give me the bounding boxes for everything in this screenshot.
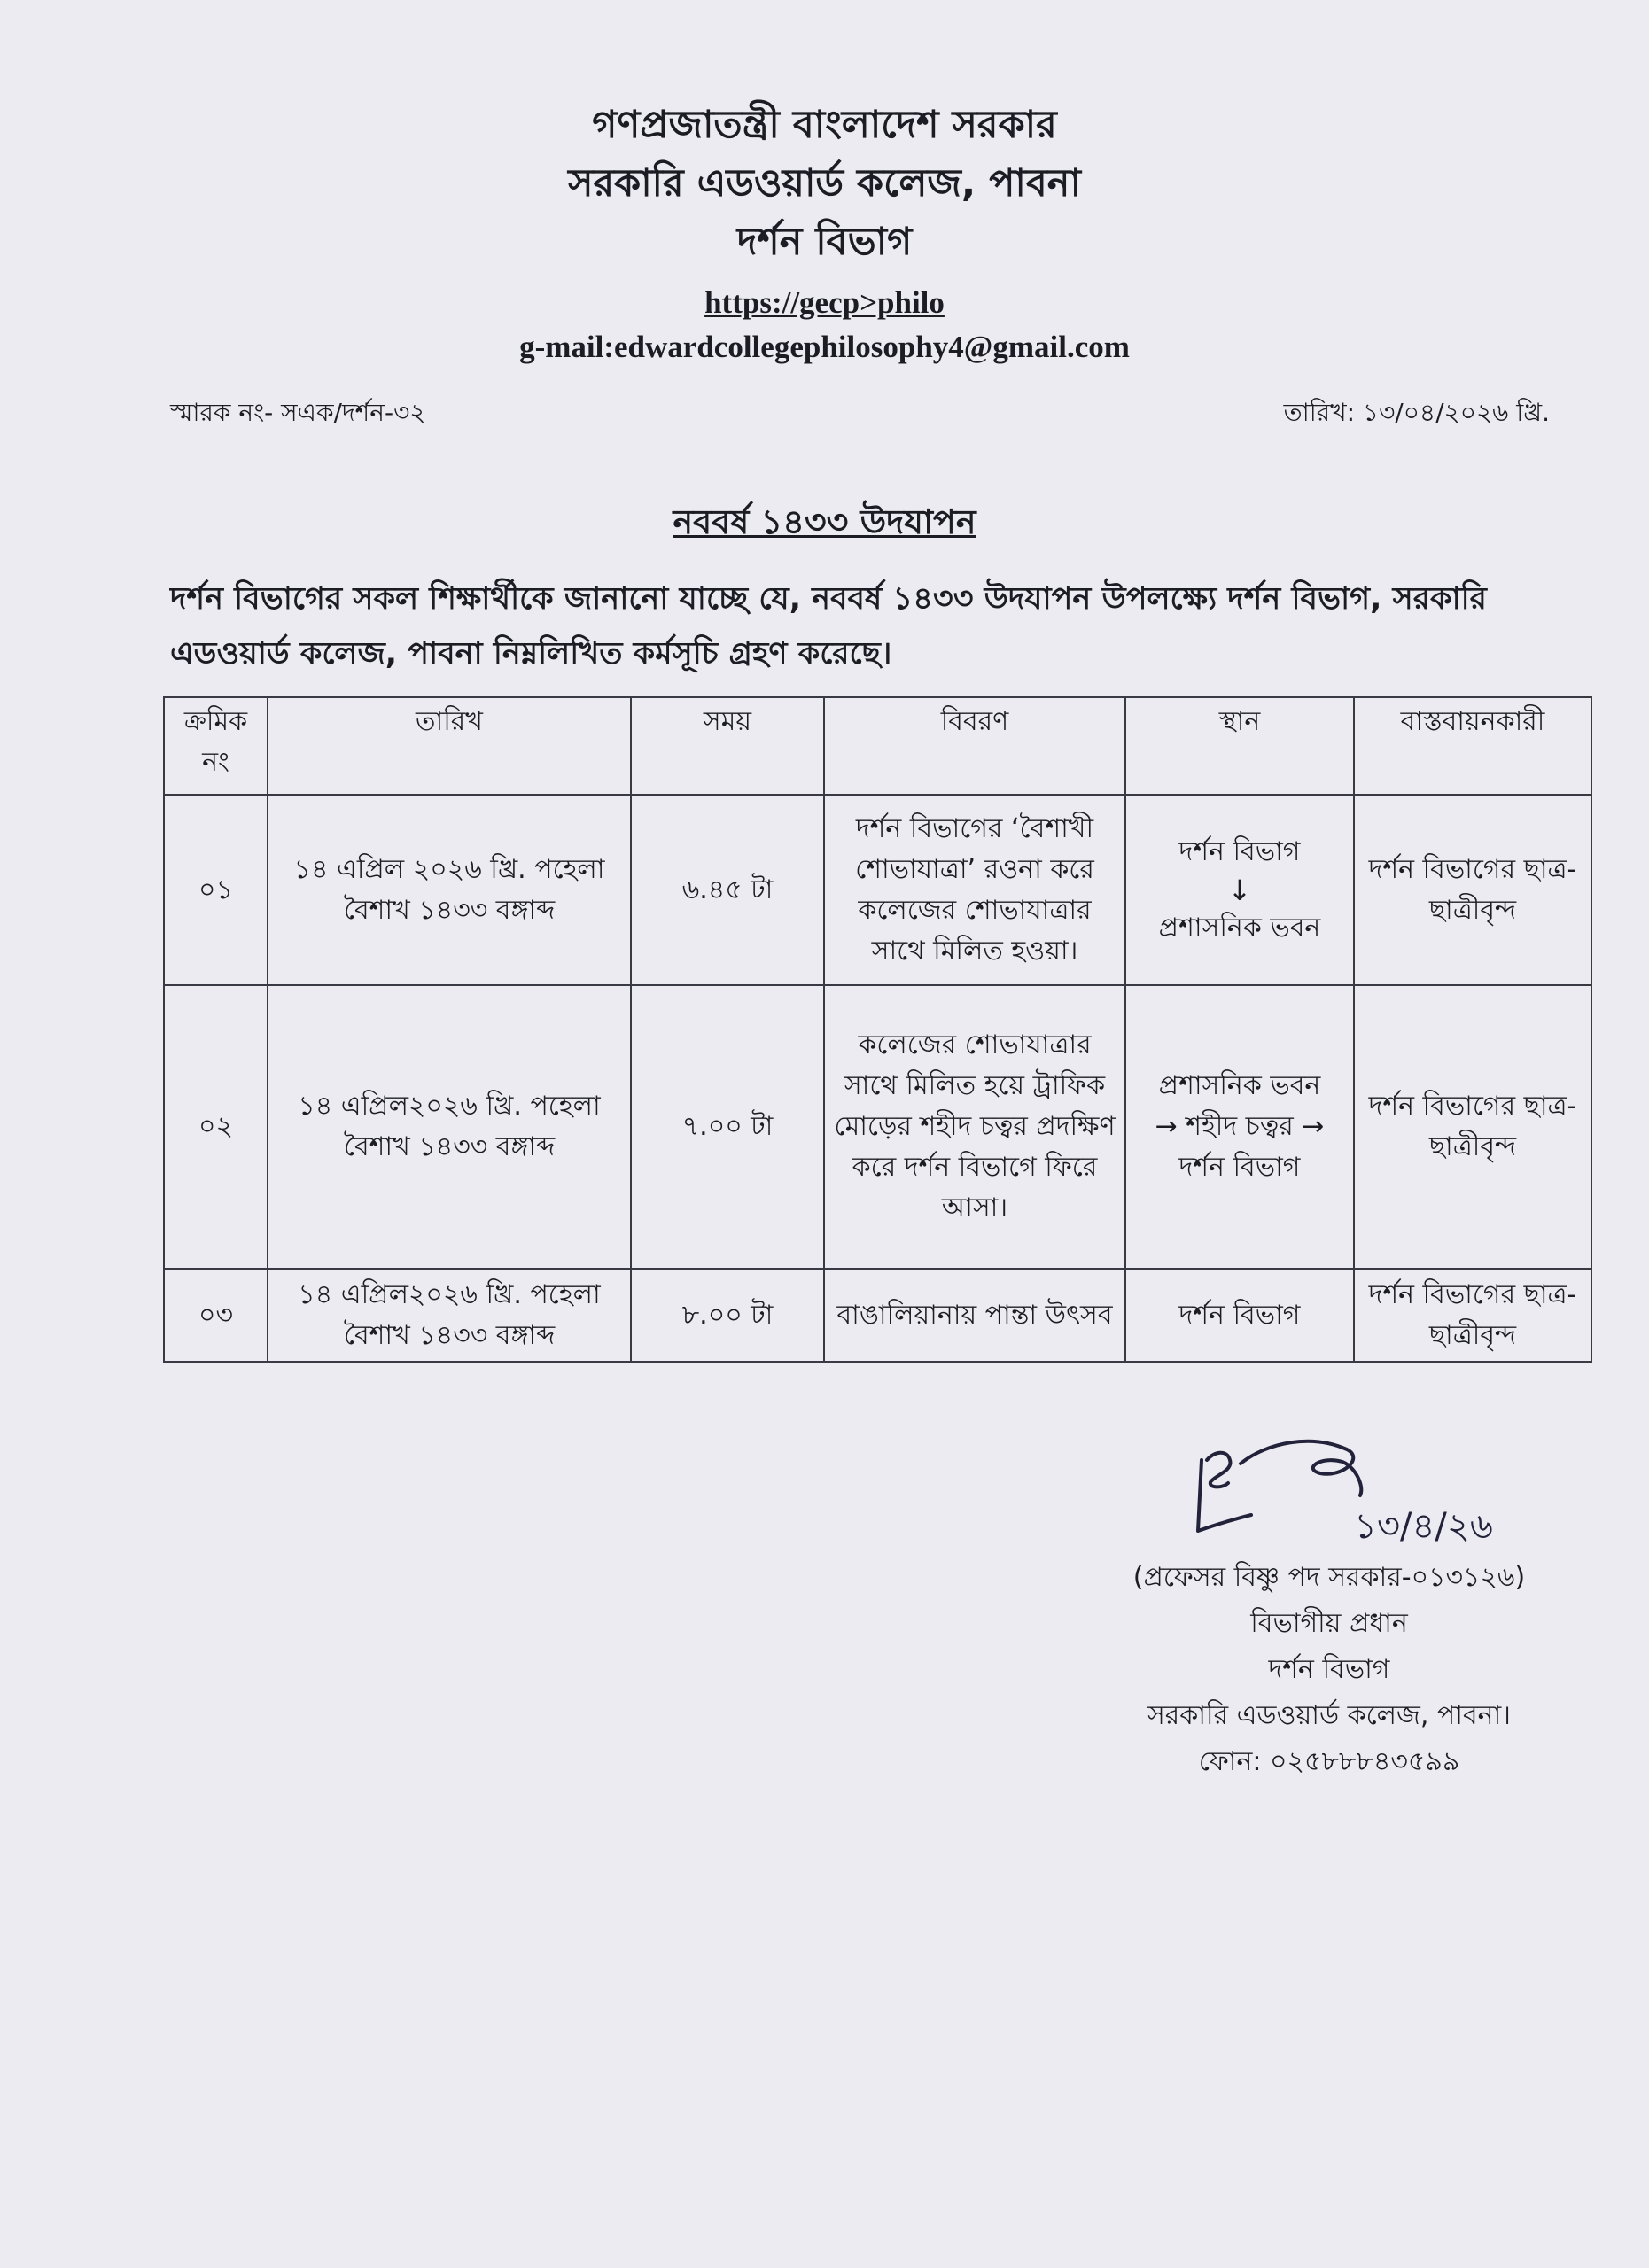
website-link[interactable]: https://gecp>philo [704,285,945,320]
cell-serial: ০২ [164,985,268,1269]
arrow-right-icon: → [1302,1111,1325,1142]
place-c: দর্শন বিভাগ [1178,1152,1301,1183]
place-to: প্রশাসনিক ভবন [1158,912,1321,944]
col-header-serial: ক্রমিক নং [164,697,268,795]
cell-date: ১৪ এপ্রিল ২০২৬ খ্রি. পহেলা বৈশাখ ১৪৩৩ বঙ্গাব্দ [268,795,631,985]
notice-date: তারিখ: ১৩/০৪/২০২৬ খ্রি. [1283,398,1550,427]
handwritten-date: ১৩/৪/২৬ [1354,1506,1493,1547]
cell-time: ৮.০০ টা [631,1269,824,1362]
arrow-down-icon: ↓ [1227,873,1252,907]
cell-organizer: দর্শন বিভাগের ছাত্র-ছাত্রীবৃন্দ [1354,985,1591,1269]
memo-number: স্মারক নং- সএক/দর্শন-৩২ [170,398,426,427]
notice-title [0,496,1649,553]
cell-description: বাঙালিয়ানায় পান্তা উৎসব [824,1269,1125,1362]
college-name: সরকারি এডওয়ার্ড কলেজ, পাবনা [568,161,1081,206]
arrow-right-icon: → [1155,1111,1178,1142]
cell-organizer: দর্শন বিভাগের ছাত্র-ছাত্রীবৃন্দ [1354,1269,1591,1362]
place-a: প্রশাসনিক ভবন [1158,1070,1321,1101]
place-from: দর্শন বিভাগ [1178,835,1301,867]
signatory-designation: বিভাগীয় প্রধান [1250,1608,1408,1639]
cell-description: কলেজের শোভাযাত্রার সাথে মিলিত হয়ে ট্রাফিক মোড়ের শহীদ চত্বর প্রদক্ষিণ করে দর্শন বিভাগে ফিরে আসা। [824,985,1125,1269]
signatory-name: (প্রফেসর বিষ্ণু পদ সরকার-০১৩১২৬) [1132,1562,1526,1593]
signatory-phone: ফোন: ০২৫৮৮৮৪৩৫৯৯ [1198,1746,1460,1777]
cell-date: ১৪ এপ্রিল২০২৬ খ্রি. পহেলা বৈশাখ ১৪৩৩ বঙ্গাব্দ [268,1269,631,1362]
email-address: g-mail:edwardcollegephilosophy4@gmail.com [519,330,1130,364]
cell-serial: ০১ [164,795,268,985]
cell-description: দর্শন বিভাগের ‘বৈশাখী শোভাযাত্রা’ রওনা করে কলেজের শোভাযাত্রার সাথে মিলিত হওয়া। [824,795,1125,985]
col-header-organizer: বাস্তবায়নকারী [1354,697,1591,795]
letterhead [0,96,1649,367]
cell-date: ১৪ এপ্রিল২০২৬ খ্রি. পহেলা বৈশাখ ১৪৩৩ বঙ্গাব্দ [268,985,631,1269]
cell-place: দর্শন বিভাগ [1125,1269,1354,1362]
place-b: শহীদ চত্বর [1186,1111,1294,1142]
intro-paragraph: দর্শন বিভাগের সকল শিক্ষার্থীকে জানানো যাচ্ছে যে, নববর্ষ ১৪৩৩ উদযাপন উপলক্ষ্যে দর্শন বিভাগ, সরকারি এডওয়ার্ড কলেজ, পাবনা নিম্নলিখিত কর্মসূচি গ্রহণ করেছে। [170,581,1487,672]
cell-serial: ০৩ [164,1269,268,1362]
col-header-place: স্থান [1125,697,1354,795]
table-header-row [164,697,1591,795]
cell-organizer: দর্শন বিভাগের ছাত্র-ছাত্রীবৃন্দ [1354,795,1591,985]
table-row [164,985,1591,1269]
table-row [164,795,1591,985]
col-header-date: তারিখ [268,697,631,795]
cell-place [1125,985,1354,1269]
signatory-department: দর্শন বিভাগ [1268,1654,1390,1685]
program-table [163,696,1592,1363]
signoff-block [1099,1555,1560,1785]
col-header-time: সময় [631,697,824,795]
cell-time: ৭.০০ টা [631,985,824,1269]
col-header-description: বিবরণ [824,697,1125,795]
place-b-line [1135,1107,1344,1147]
government-title: গণপ্রজাতন্ত্রী বাংলাদেশ সরকার [592,103,1057,147]
signatory-college: সরকারি এডওয়ার্ড কলেজ, পাবনা। [1147,1700,1511,1731]
cell-place [1125,795,1354,985]
notice-title-text: নববর্ষ ১৪৩৩ উদযাপন [673,502,976,541]
table-row [164,1269,1591,1362]
cell-time: ৬.৪৫ টা [631,795,824,985]
signature-image [1187,1433,1560,1549]
department-name: দর্শন বিভাগ [736,220,913,264]
